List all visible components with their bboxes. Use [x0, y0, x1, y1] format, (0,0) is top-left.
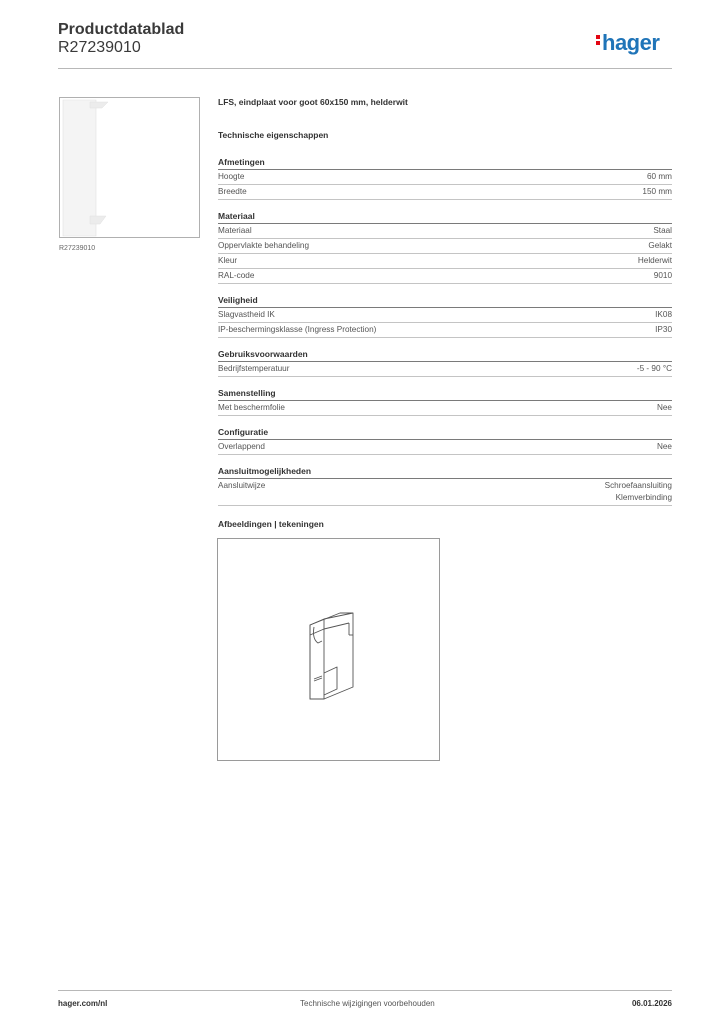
product-code-header: R27239010 [58, 39, 141, 56]
images-heading: Afbeeldingen | tekeningen [218, 519, 324, 529]
property-value: 9010 [653, 271, 672, 280]
property-group [218, 156, 672, 200]
property-value: 150 mm [642, 187, 672, 196]
property-value: IK08 [655, 310, 672, 319]
property-value: Staal [653, 226, 672, 235]
property-row [218, 308, 672, 323]
property-value: Nee [656, 403, 672, 412]
property-label: Overlappend [218, 442, 265, 451]
technical-drawing [217, 538, 440, 761]
product-description: LFS, eindplaat voor goot 60x150 mm, helderwit [218, 97, 408, 107]
footer-notice: Technische wijzigingen voorbehouden [300, 999, 435, 1008]
property-value [605, 480, 672, 504]
thumbnail-caption: R27239010 [59, 245, 96, 252]
technical-properties-heading: Technische eigenschappen [218, 130, 329, 140]
property-group-title: Gebruiksvoorwaarden [218, 348, 672, 362]
property-group-title: Materiaal [218, 210, 672, 224]
property-group [218, 387, 672, 416]
property-row [218, 239, 672, 254]
page-title: Productdatablad [58, 21, 185, 38]
property-row [218, 401, 672, 416]
property-label: Met beschermfolie [218, 403, 285, 412]
property-label: Bedrijfstemperatuur [218, 364, 290, 373]
property-row [218, 479, 672, 506]
property-row [218, 170, 672, 185]
footer-divider [58, 990, 672, 991]
property-group [218, 426, 672, 455]
property-row [218, 362, 672, 377]
property-row [218, 224, 672, 239]
property-row [218, 323, 672, 338]
hager-logo [596, 30, 659, 56]
footer-date: 06.01.2026 [631, 999, 672, 1008]
property-row [218, 440, 672, 455]
property-value: 60 mm [646, 172, 672, 181]
property-value-line: Schroefaansluiting [604, 481, 672, 490]
property-group [218, 348, 672, 377]
property-group-title: Afmetingen [218, 156, 672, 170]
property-label: Aansluitwijze [218, 481, 266, 490]
property-row [218, 254, 672, 269]
property-group [218, 465, 672, 506]
property-row [218, 269, 672, 284]
property-value: Gelakt [648, 241, 672, 250]
product-thumbnail [59, 97, 200, 238]
property-row [218, 185, 672, 200]
property-label: IP-beschermingsklasse (Ingress Protection) [218, 325, 377, 334]
property-group [218, 210, 672, 284]
property-group-title: Veiligheid [218, 294, 672, 308]
footer-website-link[interactable]: hager.com/nl [58, 999, 108, 1008]
property-group-title: Aansluitmogelijkheden [218, 465, 672, 479]
property-value-line: Klemverbinding [615, 493, 672, 502]
property-value: -5 - 90 °C [636, 364, 672, 373]
property-label: Kleur [218, 256, 238, 265]
property-label: Breedte [218, 187, 247, 196]
property-label: Oppervlakte behandeling [218, 241, 310, 250]
end-plate-photo-icon [60, 98, 199, 237]
header-divider [58, 68, 672, 69]
properties-table [218, 156, 672, 516]
end-plate-drawing-icon [218, 539, 439, 760]
property-label: Slagvastheid IK [218, 310, 275, 319]
property-group-title: Samenstelling [218, 387, 672, 401]
property-value: Nee [656, 442, 672, 451]
logo-text: hager [602, 30, 660, 55]
property-value: IP30 [655, 325, 672, 334]
property-value: Helderwit [637, 256, 672, 265]
property-label: Hoogte [218, 172, 245, 181]
property-group-title: Configuratie [218, 426, 672, 440]
property-group [218, 294, 672, 338]
logo-dots-icon [596, 33, 600, 47]
property-label: RAL-code [218, 271, 255, 280]
property-label: Materiaal [218, 226, 252, 235]
